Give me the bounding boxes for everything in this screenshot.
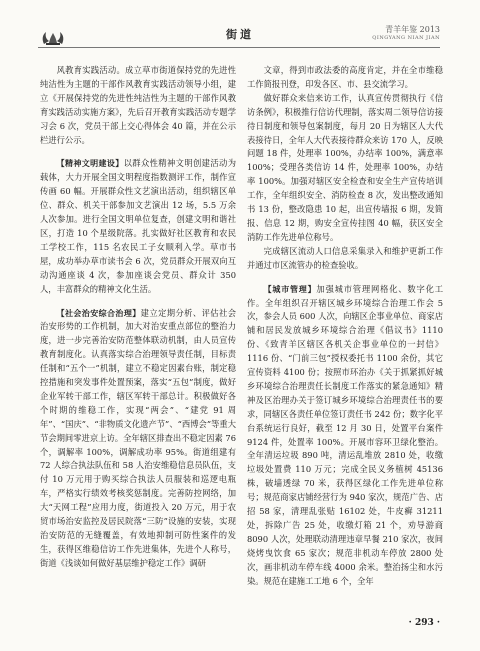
section-title: 街道 [226,28,254,41]
page-header [0,0,480,52]
section-heading: 【城市管理】 [263,284,317,294]
page-number: · 293 · [408,618,440,628]
yearbook-label [372,25,440,43]
left-column [40,64,236,571]
yearbook-pinyin: QINGYANG NIAN JIAN [372,35,440,41]
paragraph: 风教育实践活动。成立草市街道保持党的先进性纯洁性为主题的干部作风教育实践活动领导小组，建立《开展保持党的先进性纯洁性为主题的干部作风教育实践活动实施方案》，先后召开教育实践活动专题学习会 6 次，党员干部上交心得体会 40 篇，并在公示栏进行公示。 [40,65,236,145]
paragraph: 做好群众来信来访工作，认真宣传贯彻执行《信访条例》，积极推行信访代理制，落实周二领导信访接待日制度和领导包案制度，每月 20 日为辖区人大代表接待日，全年人大代表接待群众来访 170 人，反映问题 18 件，处理率 100%，办结率 100%，满意率 100%；受理各类信访 14 件，处理率 100%，办结率 100%。加强对辖区安全检查和安全生产宣传培训工作，全年组织安全、消防检查 8 次，发出整改通知书 13 份，整改隐患 10 起，出宣传墙报 6 期，发简报、信息 12 期，购安全宣传挂图 40 幅，获区安全消防工作先进单位称号。 [247,92,443,242]
header-divider [38,47,440,48]
section-urban-management [247,283,443,589]
section-heading: 【精神文明建设】 [56,159,124,169]
paragraph: 完成辖区流动人口信息采集录入和维护更新工作并通过市区流管办的检查验收。 [247,245,443,270]
section-body: 建立定期分析、评估社会治安形势的工作机制，加大对治安重点部位的整治力度，进一步完善治安防范整体联动机制，由人员宣传教育制度化。认真落实综合治理领导责任制，目标责任制和“五个一”机制，建立不稳定因素台账，制定稳控措施和突发事件处置预案，落实“五包”制度，做好企业军转干部工作，辖区军转干部总计。积极做好各个时期的维稳工作，实现“两会”、“建党 91 周年”、“国庆”、“非物质文化遗产节”、“西博会”等重大节会期间零进京上访。全年辖区排查出不稳定因素 76 个，调解率 100%，调解成功率 95%。街道组建有 72 人综合执法队伍和 58 人治安维稳信息员队伍，支付 10 万元用于购买综合执法人员服装和巡逻电瓶车，严格实行绩效考核奖惩制度。完善防控网络，加大“天网工程”应用力度，街道投入 20 万元，用于农贸市场治安监控及居民院落“三防”设施的安装，实现治安防范的无缝覆盖，有效地抑制可防性案件的发生，获得区维稳信访工作先进集体，先进个人称号，街道《浅谈如何做好基层维护稳定工作》调研 [40,307,236,568]
section-public-security [40,307,236,571]
paragraph: 文章，得到市政法委的高度肯定，并在全市维稳工作简报刊登，印发各区、市、县交流学习。 [247,65,443,89]
section-body: 加强城市管理网格化、数字化工作。全年组织召开辖区城乡环境综合治理工作会 5 次，参会人员 600 人次，向辖区企事业单位、商家店铺和居民发放城乡环境综合治理《倡议书》1110 份、《致青羊区辖区各机关企事业单位的一封信》1116 份、“门前三包”授权委托书 1100 余份，其它宣传资料 4100 份；按照市环治办《关于抓紧抓好城乡环境综合治理责任长制度工作落实的紧急通知》精神及区治理办关于签订城乡环境综合治理责任书的要求，同辖区各责任单位签订责任书 242 份；数字化平台系统运行良好，截至 12 月 30 日，处置平台案件 9124 件，处置率 100%。开展市容环卫绿化整治。全年清运垃圾 890 吨，清运乱堆放 2810 处，收缴垃圾处置费 110 万元；完成全民义务植树 45136 株，破墙透绿 70 米，获得区绿化工作先进单位称号；规范商家店铺经营行为 940 家次，规范广告、店招 58 家，清理乱张贴 16102 处，牛皮癣 31211 处，拆除广告 25 处，收缴灯箱 21 个，劝导游商 8090 人次，处理联动清理违章早餐 210 家次，夜间烧烤曳饮食 65 家次；规范非机动车停放 2800 处次，画非机动车停车线 4000 余米。整治扬尘和水污染。规范在建施工工地 6 个，全年 [247,283,443,586]
section-body: 以群众性精神文明创建活动为载体，大力开展全国文明程度指数测评工作，制作宣传画 60 幅。开展群众性文艺演出活动，组织辖区单位、群众、机关干部参加文艺演出 12 场，5.5 万余人次参加。进行全国文明单位复查，创建文明和谐社区，打造 10 个星级院落。扎实做好社区教育和农民工学校工作，115 名农民工子女顺利入学。草市书屋，成功举办草市读书会 6 次，党员群众开展双向互动沟通座谈 4 次，参加座谈会党员、群众计 350 人，丰富群众的精神文化生活。 [40,158,236,294]
right-column [247,64,443,589]
yearbook-title: 青羊年鉴 2013 [385,25,440,34]
section-spiritual-civilization [40,157,236,296]
section-heading: 【社会治安综合治理】 [56,308,141,318]
